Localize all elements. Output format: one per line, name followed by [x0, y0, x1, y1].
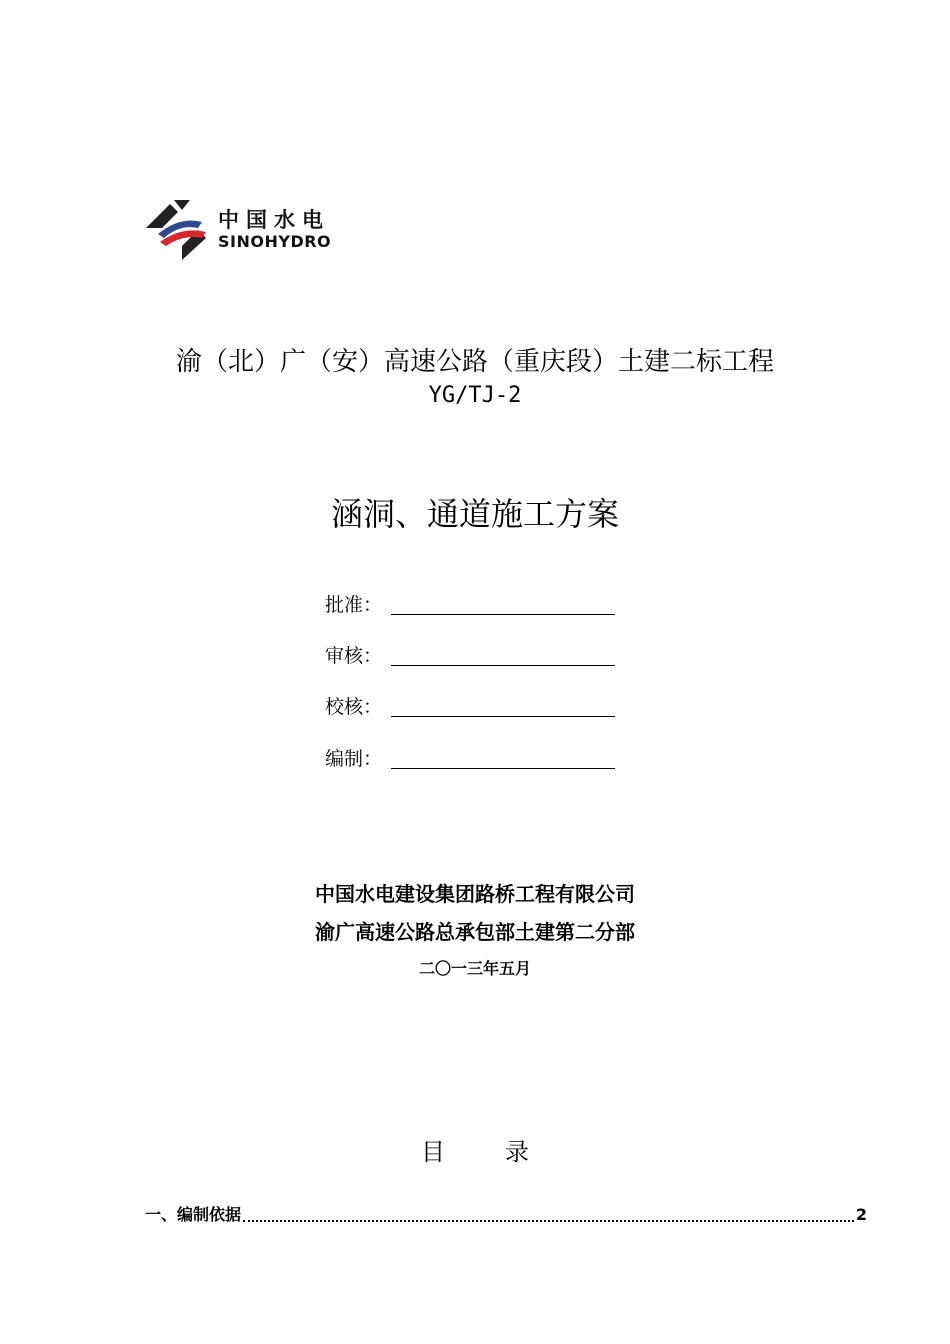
signature-line [391, 768, 615, 769]
organization-name: 中国水电建设集团路桥工程有限公司 [315, 882, 635, 906]
toc-heading-right: 录 [505, 1138, 529, 1166]
toc-dot-leader [243, 1220, 854, 1222]
toc-entry[interactable] [145, 1202, 867, 1226]
logo-chinese-text: 中国水电 [218, 208, 330, 232]
company-logo [144, 194, 354, 266]
signature-row-approve [325, 592, 625, 622]
signature-label: 校核： [325, 696, 383, 718]
signature-row-check [325, 694, 625, 724]
signature-label: 编制： [325, 748, 383, 770]
toc-entry-page: 2 [855, 1205, 867, 1224]
signature-label: 批准： [325, 594, 383, 616]
signature-row-review [325, 643, 625, 673]
project-code: YG/TJ-2 [428, 383, 522, 408]
signature-line [391, 665, 615, 666]
project-title: 渝（北）广（安）高速公路（重庆段）土建二标工程 [175, 347, 774, 377]
sinohydro-logo-icon [144, 194, 216, 266]
toc-entry-label: 一、编制依据 [145, 1205, 242, 1224]
toc-heading [0, 1136, 950, 1168]
document-date: 二〇一三年五月 [418, 959, 531, 978]
signature-row-compile [325, 746, 625, 776]
document-title: 涵洞、通道施工方案 [330, 495, 619, 533]
toc-heading-left: 目 [421, 1138, 445, 1166]
organization-department: 渝广高速公路总承包部土建第二分部 [315, 920, 635, 944]
signature-line [391, 716, 615, 717]
logo-english-text: SINOHYDRO [218, 232, 332, 251]
signature-line [391, 614, 615, 615]
signature-label: 审核： [325, 645, 383, 667]
